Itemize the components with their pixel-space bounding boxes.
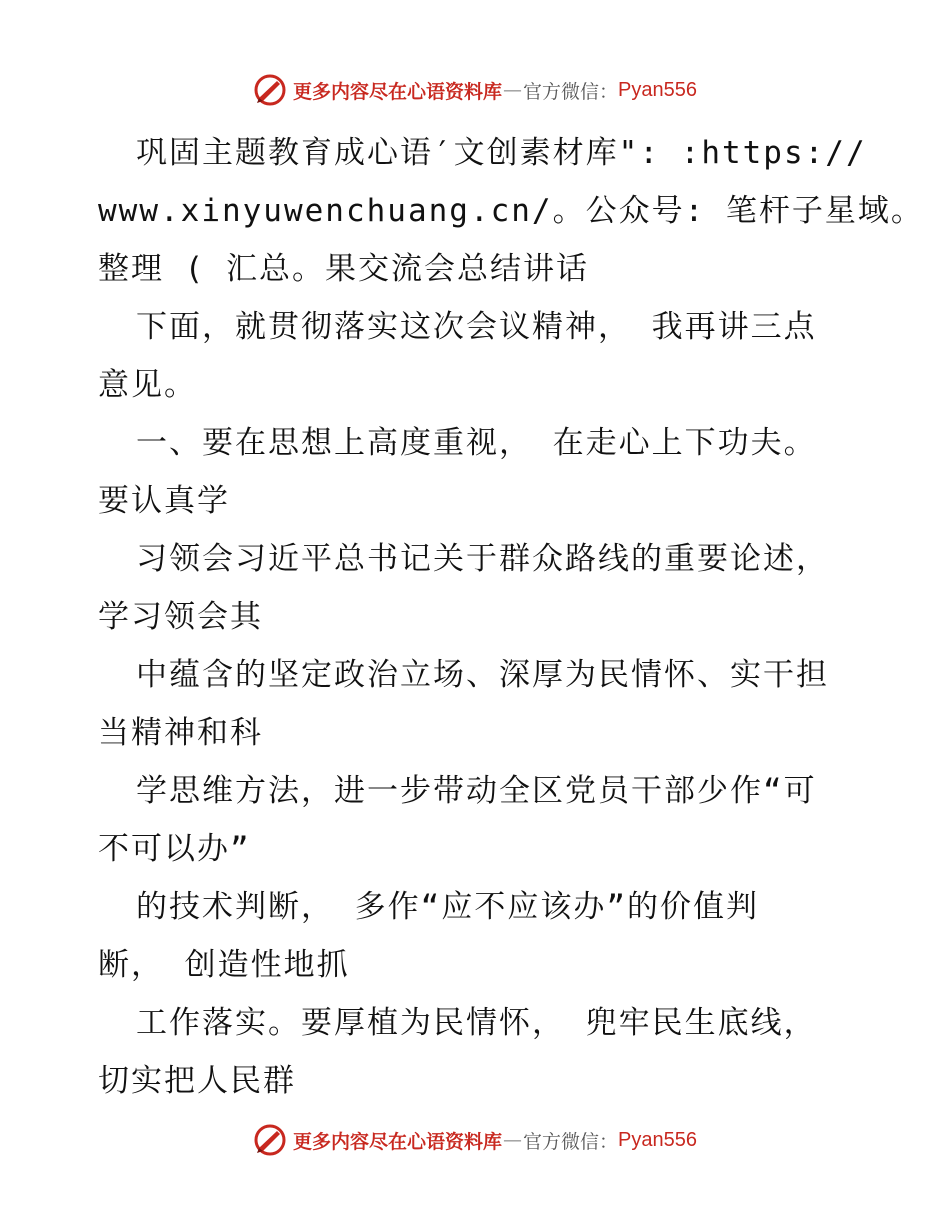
text-line: 的技术判断， 多作“应不应该办”的价值判 bbox=[136, 889, 759, 925]
text-line: 不可以办” bbox=[98, 831, 251, 867]
banner-dash: — bbox=[503, 1129, 523, 1151]
text-line: 要认真学 bbox=[98, 483, 230, 519]
banner-text: 更多内容尽在心语资料库 bbox=[293, 1130, 503, 1153]
banner-wechat-id: Pyan556 bbox=[618, 78, 697, 101]
text-line: 中蕴含的坚定政治立场、深厚为民情怀、实干担 bbox=[136, 657, 829, 693]
banner-text: 更多内容尽在心语资料库 bbox=[293, 80, 503, 103]
banner-official-label: 官方微信： bbox=[523, 80, 619, 103]
banner-dash: — bbox=[503, 79, 523, 101]
document-body bbox=[98, 124, 924, 1110]
footer-banner bbox=[0, 1120, 950, 1160]
pen-logo-icon bbox=[253, 73, 287, 107]
text-line: www.xinyuwenchuang.cn/。公众号: 笔杆子星域。 bbox=[98, 193, 924, 229]
text-line: 意见。 bbox=[98, 367, 197, 403]
text-line: 切实把人民群 bbox=[98, 1063, 296, 1099]
header-banner bbox=[0, 70, 950, 110]
text-line: 学思维方法，进一步带动全区党员干部少作“可 bbox=[136, 773, 817, 809]
text-line: 工作落实。要厚植为民情怀， 兜牢民生底线， bbox=[136, 1005, 817, 1041]
text-line: 整理 ( 汇总。果交流会总结讲话 bbox=[98, 251, 589, 287]
text-line: 当精神和科 bbox=[98, 715, 263, 751]
text-line: 习领会习近平总书记关于群众路线的重要论述， bbox=[136, 541, 829, 577]
text-line: 断， 创造性地抓 bbox=[98, 947, 350, 983]
text-line: 一、要在思想上高度重视， 在走心上下功夫。 bbox=[136, 425, 817, 461]
text-line: 巩固主题教育成心语′文创素材库": :https:// bbox=[136, 135, 867, 171]
text-line: 学习领会其 bbox=[98, 599, 263, 635]
banner-official-label: 官方微信： bbox=[523, 1130, 619, 1153]
text-line: 下面，就贯彻落实这次会议精神， 我再讲三点 bbox=[136, 309, 817, 345]
pen-logo-icon bbox=[253, 1123, 287, 1157]
banner-wechat-id: Pyan556 bbox=[618, 1128, 697, 1151]
